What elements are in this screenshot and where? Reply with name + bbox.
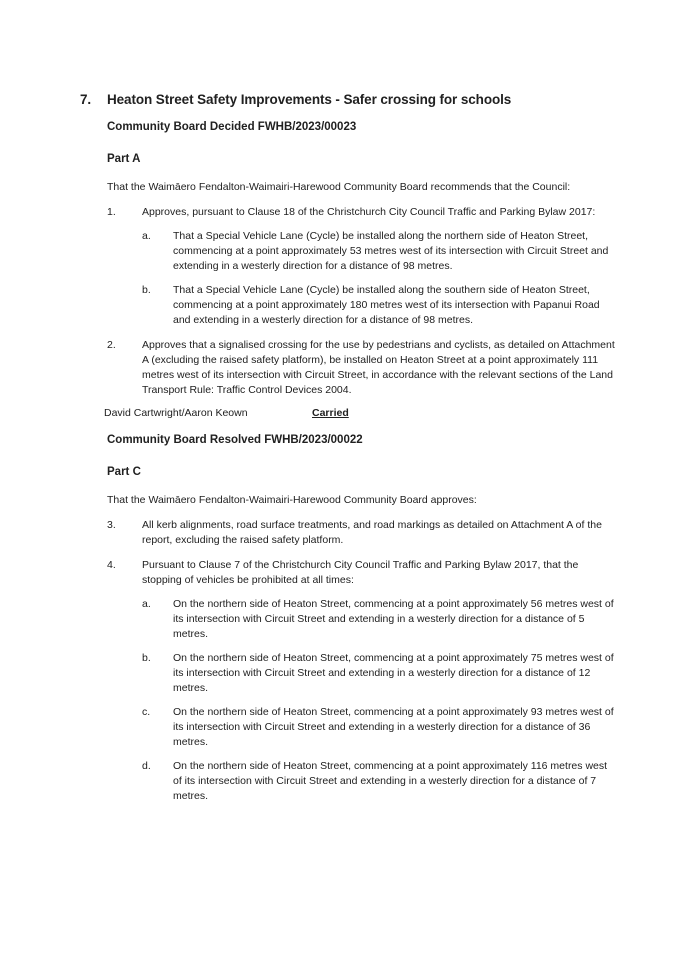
decision-heading: Community Board Decided FWHB/2023/00023 <box>107 121 357 133</box>
clause <box>107 338 617 398</box>
clause-number: 2. <box>107 339 116 351</box>
subclause-letter: c. <box>142 706 151 718</box>
subclause <box>142 229 617 274</box>
subclause <box>142 705 617 750</box>
subclause-letter: d. <box>142 760 151 772</box>
clause-text: Pursuant to Clause 7 of the Christchurch City Council Traffic and Parking Bylaw 2017, that the stopping of vehicles be prohibited at all times: <box>142 559 579 586</box>
document-content <box>80 91 617 804</box>
decision-heading: Community Board Resolved FWHB/2023/00022 <box>107 434 363 446</box>
subclause <box>142 597 617 642</box>
subclause-letter: a. <box>142 230 151 242</box>
vote-result: Carried <box>312 407 349 419</box>
subclause <box>142 283 617 328</box>
subclause-letter: a. <box>142 598 151 610</box>
clause <box>107 518 617 548</box>
subclause <box>142 759 617 804</box>
subclause-letter: b. <box>142 284 151 296</box>
subclause-text: On the northern side of Heaton Street, commencing at a point approximately 93 metres west of its intersection with Circuit Street and extending in a westerly direction for a distance of 36 metres. <box>173 706 614 748</box>
subclause <box>142 651 617 696</box>
clause-text: Approves that a signalised crossing for the use by pedestrians and cyclists, as detailed on Attachment A (excluding the raised safety platform), be installed on Heaton Street at a point approximately 111 metres west of its intersection with Circuit Street, in accordance with the relevant sections of the Land Transport Rule: Traffic Control Devices 2004. <box>142 339 615 396</box>
clause-number: 4. <box>107 559 116 571</box>
agenda-item-title-row <box>80 91 617 108</box>
clause-text: Approves, pursuant to Clause 18 of the Christchurch City Council Traffic and Parking Bylaw 2017: <box>142 206 596 218</box>
part-heading: Part A <box>107 153 141 165</box>
clause-text: All kerb alignments, road surface treatments, and road markings as detailed on Attachment A of the report, excluding the raised safety platform. <box>142 519 602 546</box>
agenda-item-number: 7. <box>80 92 92 107</box>
mover-names: David Cartwright/Aaron Keown <box>104 407 248 419</box>
clause-number: 1. <box>107 206 116 218</box>
part-heading: Part C <box>107 466 141 478</box>
clause <box>107 558 617 588</box>
subclause-text: On the northern side of Heaton Street, commencing at a point approximately 116 metres west of its intersection with Circuit Street and extending in a westerly direction for a distance of 7 metres. <box>173 760 608 802</box>
clause <box>107 205 617 220</box>
subclause-text: That a Special Vehicle Lane (Cycle) be installed along the southern side of Heaton Street, commencing at a point approximately 180 metres west of its intersection with Papanui Road and extending in a westerly direction for a distance of 98 metres. <box>173 284 600 326</box>
intro-paragraph: That the Waimāero Fendalton-Waimairi-Harewood Community Board approves: <box>107 494 477 506</box>
intro-paragraph: That the Waimāero Fendalton-Waimairi-Harewood Community Board recommends that the Council: <box>107 181 571 193</box>
subclause-letter: b. <box>142 652 151 664</box>
subclause-text: On the northern side of Heaton Street, commencing at a point approximately 56 metres west of its intersection with Circuit Street and extending in a westerly direction for a distance of 5 metres. <box>173 598 614 640</box>
clause-number: 3. <box>107 519 116 531</box>
subclause-text: That a Special Vehicle Lane (Cycle) be installed along the northern side of Heaton Street, commencing at a point approximately 53 metres west of its intersection with Circuit Street and extending in a westerly direction for a distance of 98 metres. <box>173 230 609 272</box>
agenda-item-title: Heaton Street Safety Improvements - Safer crossing for schools <box>107 92 512 107</box>
subclause-text: On the northern side of Heaton Street, commencing at a point approximately 75 metres west of its intersection with Circuit Street and extending in a westerly direction for a distance of 12 metres. <box>173 652 614 694</box>
motion-result-row <box>104 406 617 421</box>
